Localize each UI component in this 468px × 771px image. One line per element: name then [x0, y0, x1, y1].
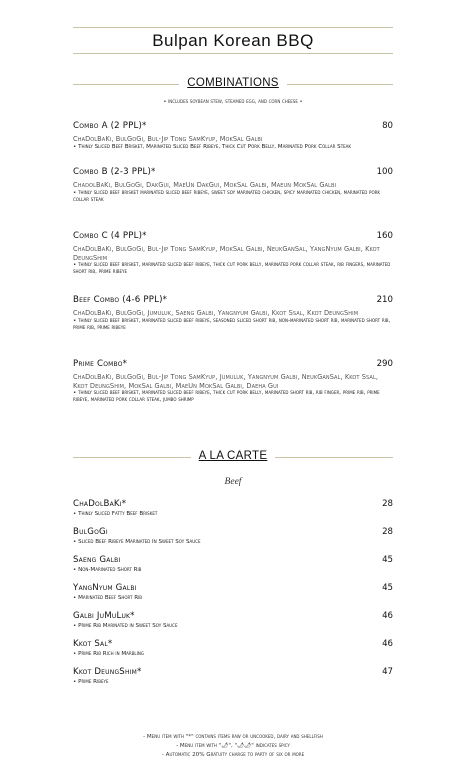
combo-meats: ChaDolBaKi, BulGoGi, Bul-Jip Tong SamKyup, MokSal Galbi [73, 135, 263, 143]
alacarte-name: ChaDolBaKi* [73, 499, 127, 509]
alacarte-description: • Thinly Sliced Fatty Beef Brisket [73, 511, 158, 517]
alacarte-heading [73, 450, 393, 464]
alacarte-item [73, 611, 393, 630]
alacarte-description: • Prime Ribeye [73, 679, 109, 685]
alacarte-name: Saeng Galbi [73, 555, 121, 565]
combo-name: Combo B (2-3 PPL)* [73, 167, 156, 177]
combo-meats: ChaDolBaKi, BulGoGi, Bul-Jip Tong SamKyup, MokSal Galbi, NeukGanSal, YangNyum Galbi, Kkot DeungShim [73, 245, 380, 262]
alacarte-item [73, 667, 393, 686]
alacarte-item [73, 555, 393, 574]
alacarte-name: Galbi JuMuLuk* [73, 611, 135, 621]
alacarte-description: • Marinated Beef Short Rib [73, 595, 143, 601]
alacarte-heading-label: A LA CARTE [198, 450, 268, 462]
combo-item [73, 295, 393, 332]
combinations-heading [73, 77, 393, 91]
alacarte-name: Kkot DeungShim* [73, 667, 142, 677]
combo-name: Prime Combo* [73, 359, 128, 369]
combo-item [73, 167, 393, 204]
combo-price: 210 [376, 295, 393, 305]
footer-spicy-note: - Menu item with "🌶", "🌶🌶" indicates spicy [176, 743, 290, 749]
combo-name: Combo A (2 PPL)* [73, 121, 147, 131]
combo-price: 160 [376, 231, 393, 241]
beef-subheading: Beef [224, 477, 242, 487]
combo-meats: ChaDolBaKi, BulGoGi, Bul-Jip Tong SamKyup, Jumuluk, Yangnyum Galbi, NeukGanSal, Kkot Ssal, Kkot DeungShim, MokSal Galbi, MaeUn MokSal Galbi, Daeha Gui [73, 373, 379, 390]
alacarte-description: • Prime Rib Rich in Marbling [73, 651, 144, 657]
alacarte-name: Kkot Sal* [73, 639, 113, 649]
combo-description: • thinly sliced beef brisket, marinated sliced beef ribeye, seasoned sliced short rib, non-marinated short rib, marinated short rib, prime rib, prime ribeye [73, 317, 391, 331]
alacarte-item [73, 499, 393, 518]
title-rule-top [73, 27, 393, 28]
alacarte-price: 45 [382, 555, 393, 565]
footer-raw-note: - Menu item with "*" contains items raw or uncooked, dairy and shellfish [143, 734, 323, 740]
combo-price: 80 [382, 121, 393, 131]
alacarte-name: BulGoGi [73, 527, 108, 537]
alacarte-price: 46 [382, 611, 393, 621]
combo-item [73, 231, 393, 277]
combo-description: • thinly sliced beef brisket, marinated sliced beef ribeye, thick cut pork belly, marinated short rib, rib finger, prime rib, prime ribeye, marinated pork collar steak, jumbo shrimp [73, 390, 380, 404]
combo-price: 290 [376, 359, 393, 369]
alacarte-item [73, 639, 393, 658]
combo-description: • thinly sliced beef brisket, marinated sliced beef ribeye, thick cut pork belly, marinated pork collar steak, rib fingers, marinated short rib, prime ribeye [73, 262, 391, 276]
alacarte-item [73, 527, 393, 546]
alacarte-price: 47 [382, 667, 393, 677]
combo-name: Combo C (4 PPL)* [73, 231, 147, 241]
combo-item [73, 359, 393, 405]
combo-name: Beef Combo (4-6 PPL)* [73, 295, 168, 305]
alacarte-description: • Prime Rib Marinated in Sweet Soy Sauce [73, 623, 178, 629]
footer-notes [73, 733, 393, 760]
combo-description: • thinly sliced beef brisket marinated sliced beef ribeye, sweet soy marinated chicken, spicy marinated chicken, marinated pork collar steak [73, 189, 381, 203]
combo-item [73, 121, 393, 151]
combo-price: 100 [376, 167, 393, 177]
alacarte-price: 46 [382, 639, 393, 649]
combo-meats: ChaDolBaKi, BulGoGi, Jumuluk, Saeng Galbi, Yangnyum Galbi, Kkot Ssal, Kkot DeungShim [73, 309, 359, 317]
combinations-includes-note: • includes soybean stew, steamed egg, and corn cheese • [163, 99, 303, 105]
title-rule-bottom [73, 53, 393, 54]
alacarte-name: YangNyum Galbi [73, 583, 137, 593]
footer-gratuity-note: - Automatic 20% Gratuity charge to party of six or more [161, 752, 305, 758]
combo-description: • Thinly Sliced Beef Brisket, Marinated Sliced Beef Ribeye, Thick Cut Pork Belly, Marinated Pork Collar Steak [73, 143, 352, 150]
combinations-heading-label: COMBINATIONS [187, 77, 279, 89]
alacarte-price: 45 [382, 583, 393, 593]
alacarte-price: 28 [382, 499, 393, 509]
alacarte-description: • Non-Marinated Short Rib [73, 567, 142, 573]
combo-meats: ChadolBaKi, BulGoGi, DakGui, MaeUn DakGui, MokSal Galbi, Maeun MokSal Galbi [73, 181, 337, 189]
alacarte-item [73, 583, 393, 602]
alacarte-description: • Sliced Beef Ribeye Marinated In Sweet Soy Sauce [73, 539, 201, 545]
alacarte-price: 28 [382, 527, 393, 537]
restaurant-title: Bulpan Korean BBQ [152, 31, 314, 50]
